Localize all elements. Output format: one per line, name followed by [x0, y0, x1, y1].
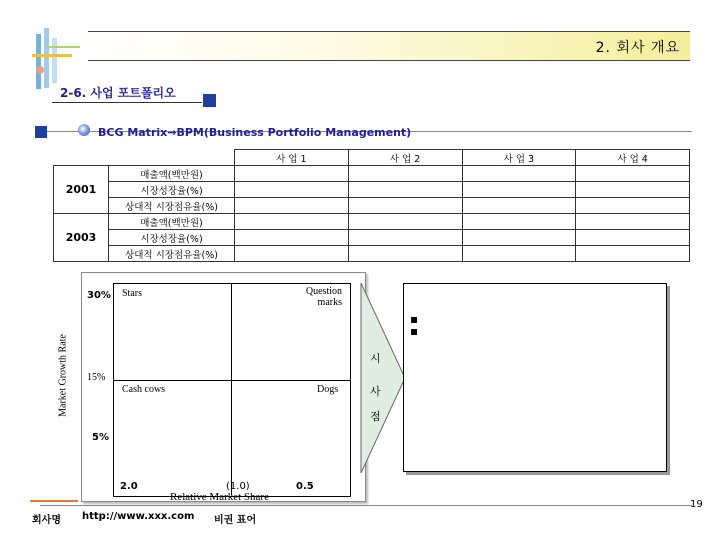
year-cell: 2001 [54, 166, 109, 214]
metric-cell: 상대적 시장점유율(%) [109, 198, 235, 214]
topic-title: BCG Matrix→BPM(Business Portfolio Management) [98, 126, 412, 139]
quadrant-dogs: Dogs [317, 384, 339, 395]
table-cell[interactable] [348, 198, 462, 214]
footer-accent [30, 500, 78, 502]
table-row [54, 182, 690, 198]
table-cell[interactable] [462, 246, 576, 262]
x-axis-label: Relative Market Share [170, 491, 269, 503]
table-header-row [54, 150, 690, 166]
table-cell[interactable] [348, 246, 462, 262]
y-tick-label: 15% [87, 372, 106, 383]
table-row [54, 214, 690, 230]
table-cell[interactable] [235, 214, 349, 230]
table-cell[interactable] [235, 246, 349, 262]
metric-cell: 시장성장율(%) [109, 230, 235, 246]
quadrant-cash-cows: Cash cows [122, 384, 166, 395]
x-tick-label: (1.0) [226, 481, 250, 492]
quadrant-stars: Stars [122, 288, 142, 299]
section-underline [52, 102, 202, 103]
company-url[interactable]: http://www.xxx.com [82, 511, 195, 522]
x-tick-label: 2.0 [120, 481, 138, 492]
arrow-text: 점 [370, 410, 381, 423]
quadrant-question-marks: Question marks [305, 286, 342, 308]
section-title: 2-6. 사업 포트폴리오 [60, 86, 176, 100]
table-cell[interactable] [462, 166, 576, 182]
table-row [54, 246, 690, 262]
year-cell: 2003 [54, 214, 109, 262]
table-cell[interactable] [576, 214, 690, 230]
x-tick-label: 0.5 [296, 481, 314, 492]
arrow-text: 사 [370, 385, 381, 398]
table-cell[interactable] [235, 230, 349, 246]
table-cell[interactable] [348, 166, 462, 182]
table-cell[interactable] [576, 198, 690, 214]
table-cell[interactable] [235, 182, 349, 198]
metric-cell: 상대적 시장점유율(%) [109, 246, 235, 262]
metric-cell: 매출액(백만원) [109, 214, 235, 230]
y-axis-label: Market Growth Rate [57, 334, 69, 417]
column-header: 사 업 3 [462, 150, 576, 166]
y-tick-label: 30% [87, 290, 111, 301]
arrow-text: 시 [370, 352, 381, 365]
column-header: 사 업 1 [235, 150, 349, 166]
bullet-point: ▪ [410, 324, 419, 338]
section-marker [203, 94, 216, 107]
bullet-point: ▪ [410, 312, 419, 326]
footer-divider [40, 505, 692, 506]
table-cell[interactable] [576, 166, 690, 182]
topic-marker [35, 126, 47, 138]
table-cell[interactable] [462, 214, 576, 230]
table-cell[interactable] [576, 182, 690, 198]
table-cell[interactable] [235, 198, 349, 214]
matrix-horizontal-divider [113, 380, 350, 381]
footer-slogan: 비권 표어 [214, 515, 257, 526]
y-tick-label: 5% [92, 432, 109, 443]
table-cell[interactable] [462, 230, 576, 246]
strategy-text-box[interactable] [403, 283, 667, 472]
table-cell[interactable] [235, 166, 349, 182]
table-cell[interactable] [462, 182, 576, 198]
table-row [54, 166, 690, 182]
table-corner-metric [109, 150, 235, 166]
metric-cell: 시장성장율(%) [109, 182, 235, 198]
table-corner [54, 150, 109, 166]
column-header: 사 업 4 [576, 150, 690, 166]
bullet-circle-icon [78, 124, 90, 136]
table-cell[interactable] [576, 230, 690, 246]
table-row [54, 230, 690, 246]
table-cell[interactable] [348, 214, 462, 230]
table-cell[interactable] [462, 198, 576, 214]
metric-cell: 매출액(백만원) [109, 166, 235, 182]
page-number: 19 [690, 499, 703, 510]
page-title: 2. 회사 개요 [595, 40, 680, 56]
column-header: 사 업 2 [348, 150, 462, 166]
table-cell[interactable] [576, 246, 690, 262]
company-name: 회사명 [32, 515, 61, 526]
table-row [54, 198, 690, 214]
table-cell[interactable] [348, 182, 462, 198]
business-table [53, 149, 690, 262]
matrix-vertical-divider [231, 283, 232, 495]
table-cell[interactable] [348, 230, 462, 246]
arrow-right-icon [359, 283, 409, 473]
